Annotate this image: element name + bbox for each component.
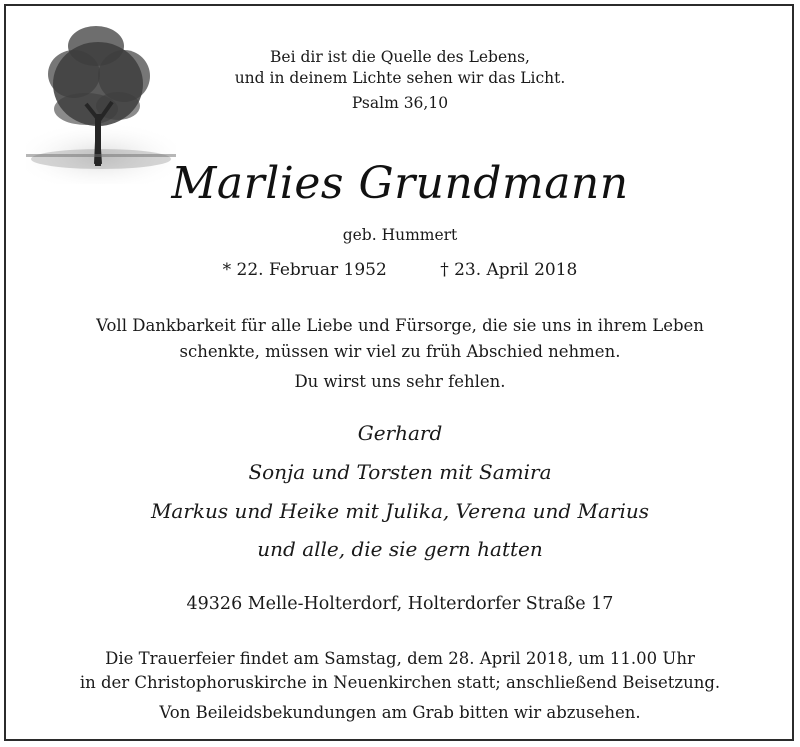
verse-reference: Psalm 36,10 xyxy=(351,94,449,112)
birth-name: geb. Hummert xyxy=(342,226,458,244)
message-line-1: Voll Dankbarkeit für alle Liebe und Fürsorge, die sie uns in ihrem Leben xyxy=(96,316,704,335)
funeral-line-1: Die Trauerfeier findet am Samstag, dem 28. April 2018, um 11.00 Uhr xyxy=(105,649,695,668)
mourner-2: Sonja und Torsten mit Samira xyxy=(248,460,552,484)
funeral-line-2: in der Christophoruskirche in Neuenkirchen statt; anschließend Beisetzung. xyxy=(79,673,721,692)
deceased-name: Marlies Grundmann xyxy=(171,158,629,209)
death-date: † 23. April 2018 xyxy=(440,260,578,280)
verse-line-2: und in deinem Lichte sehen wir das Licht. xyxy=(234,69,566,87)
message-line-3: Du wirst uns sehr fehlen. xyxy=(294,372,506,391)
verse-line-1: Bei dir ist die Quelle des Lebens, xyxy=(270,48,530,66)
mourner-4: und alle, die sie gern hatten xyxy=(257,537,543,561)
address: 49326 Melle-Holterdorf, Holterdorfer Straße 17 xyxy=(186,594,614,614)
message-line-2: schenkte, müssen wir viel zu früh Abschied nehmen. xyxy=(179,342,621,361)
funeral-line-3: Von Beileidsbekundungen am Grab bitten wir abzusehen. xyxy=(159,703,641,722)
mourner-3: Markus und Heike mit Julika, Verena und Marius xyxy=(150,499,650,523)
mourner-1: Gerhard xyxy=(357,421,443,445)
birth-date: * 22. Februar 1952 xyxy=(222,260,387,280)
life-dates xyxy=(0,260,800,280)
